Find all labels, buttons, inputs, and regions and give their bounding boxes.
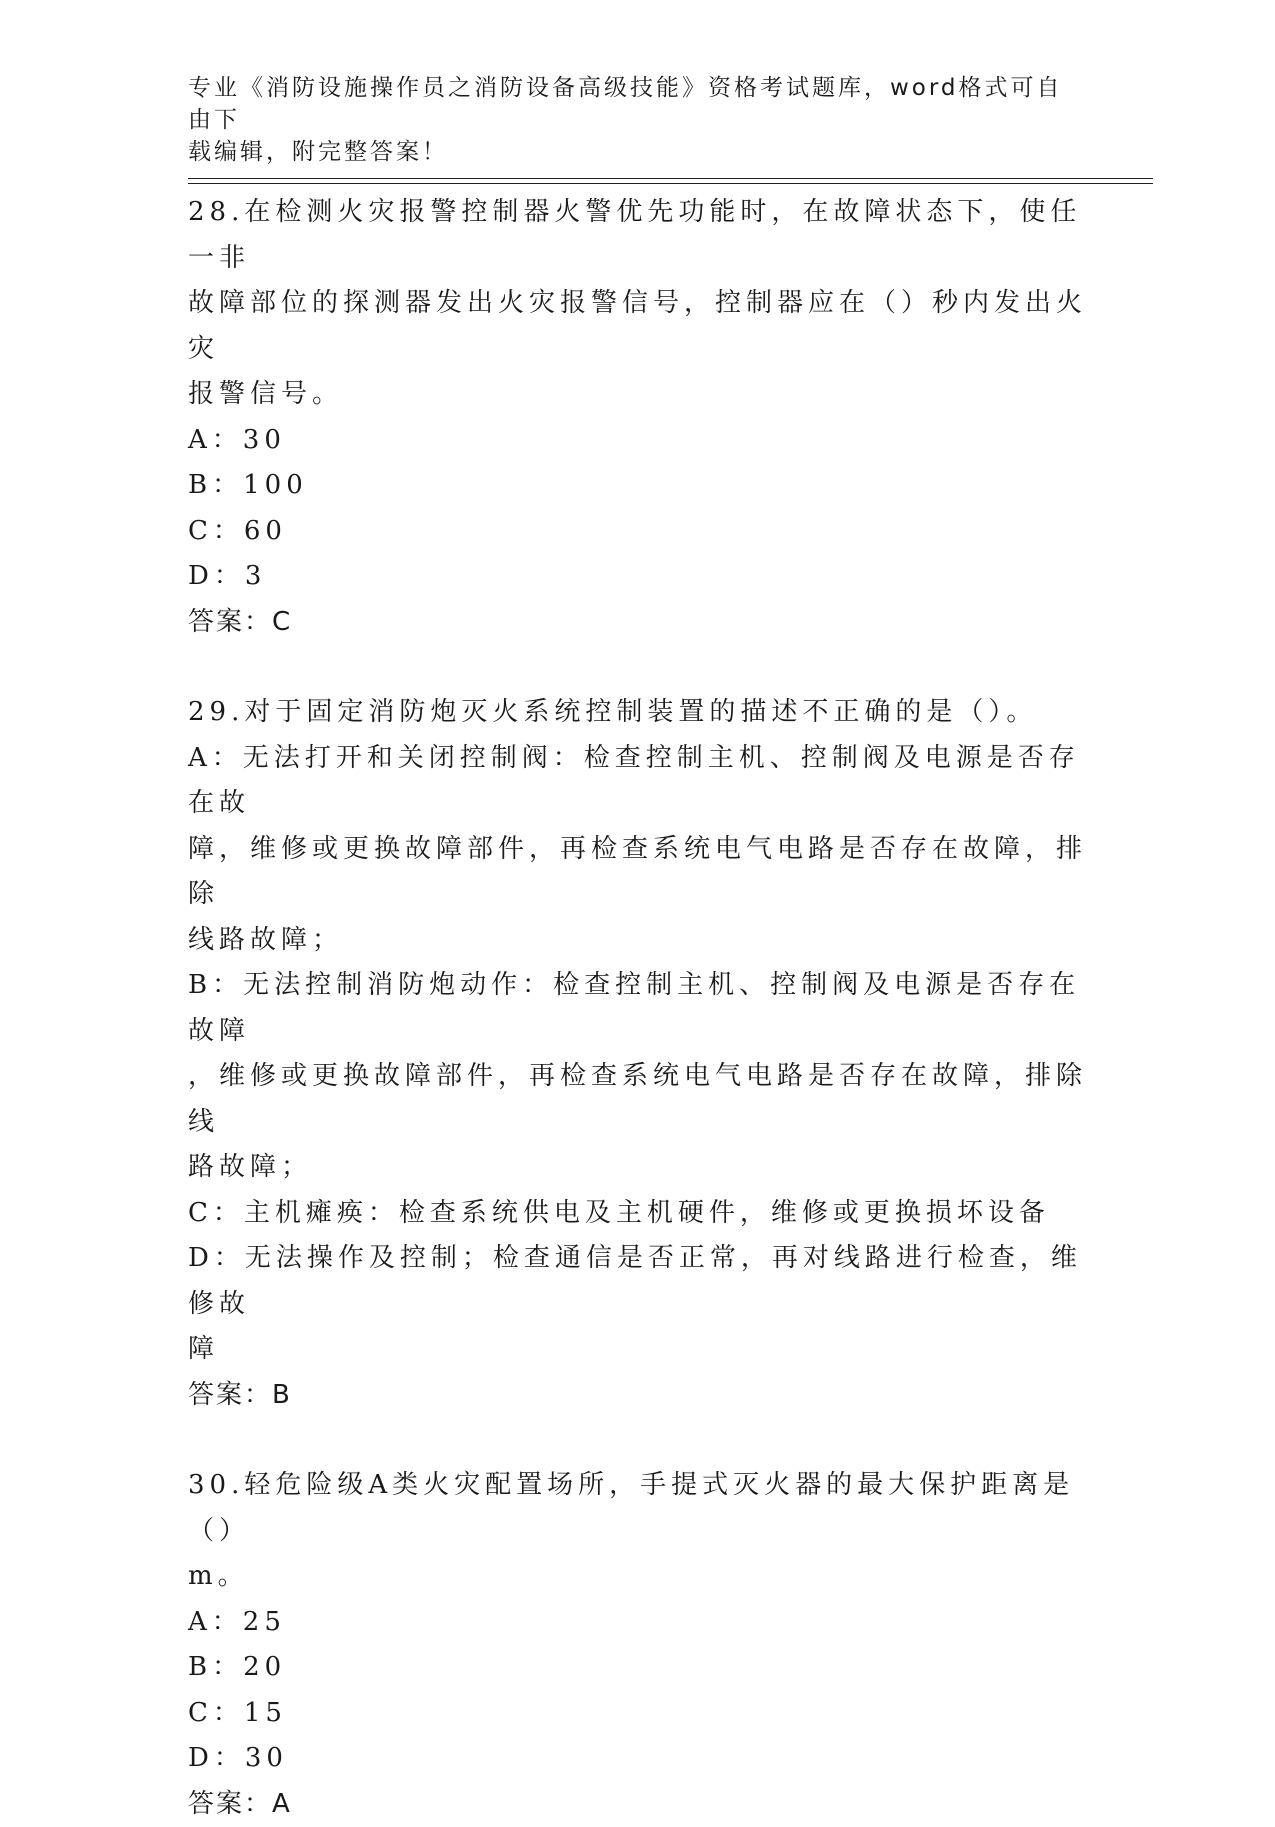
option-c: C：主机瘫痪：检查系统供电及主机硬件，维修或更换损坏设备 <box>188 1191 1088 1237</box>
answer: 答案：C <box>188 600 1088 646</box>
option-a-line: 线路故障； <box>188 918 1088 964</box>
option-d-line: D：无法操作及控制；检查通信是否正常，再对线路进行检查，维修故 <box>188 1236 1088 1327</box>
option-a-line: A：无法打开和关闭控制阀：检查控制主机、控制阀及电源是否存在故 <box>188 736 1088 827</box>
question-text-line: 故障部位的探测器发出火灾报警信号，控制器应在（）秒内发出火灾 <box>188 281 1088 372</box>
question-gap <box>188 1418 1088 1463</box>
option-a: A：25 <box>188 1600 1088 1646</box>
option-d: D：3 <box>188 554 1088 600</box>
question-text-line: m。 <box>188 1554 1088 1600</box>
option-b-line: ，维修或更换故障部件，再检查系统电气电路是否存在故障，排除线 <box>188 1054 1088 1145</box>
question-28 <box>188 190 1088 645</box>
option-c: C：15 <box>188 1691 1088 1737</box>
option-a-line: 障，维修或更换故障部件，再检查系统电气电路是否存在故障，排除 <box>188 827 1088 918</box>
option-d-line: 障 <box>188 1327 1088 1373</box>
option-b: B：100 <box>188 463 1088 509</box>
header-line-2: 载编辑，附完整答案！ <box>188 136 1068 168</box>
question-text-line: 28.在检测火灾报警控制器火警优先功能时，在故障状态下，使任一非 <box>188 190 1088 281</box>
option-b: B：20 <box>188 1645 1088 1691</box>
question-30 <box>188 1463 1088 1827</box>
question-text-line: 报警信号。 <box>188 372 1088 418</box>
question-text-line: 29.对于固定消防炮灭火系统控制装置的描述不正确的是（）。 <box>188 690 1088 736</box>
option-b-line: B：无法控制消防炮动作：检查控制主机、控制阀及电源是否存在故障 <box>188 963 1088 1054</box>
header-line-1: 专业《消防设施操作员之消防设备高级技能》资格考试题库，word格式可自由下 <box>188 72 1068 136</box>
option-d: D：30 <box>188 1736 1088 1782</box>
option-a: A：30 <box>188 418 1088 464</box>
option-c: C：60 <box>188 509 1088 555</box>
question-gap <box>188 645 1088 690</box>
question-29 <box>188 690 1088 1418</box>
header-divider-bottom <box>188 183 1153 184</box>
header-divider-top <box>188 178 1153 179</box>
question-list <box>188 190 1088 1827</box>
document-header <box>188 72 1068 168</box>
answer: 答案：B <box>188 1373 1088 1419</box>
option-b-line: 路故障； <box>188 1145 1088 1191</box>
answer: 答案：A <box>188 1782 1088 1827</box>
question-text-line: 30.轻危险级A类火灾配置场所，手提式灭火器的最大保护距离是（） <box>188 1463 1088 1554</box>
